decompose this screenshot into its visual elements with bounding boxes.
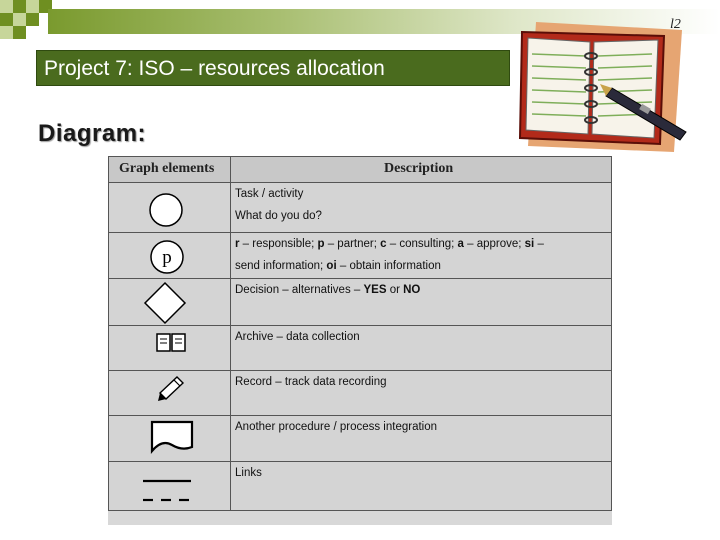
row-desc-line1: Decision – alternatives – YES or NO (235, 284, 421, 296)
document-icon (150, 419, 194, 455)
row-desc-line1: Another procedure / process integration (235, 421, 438, 433)
diamond-icon (143, 281, 187, 325)
slide-subtitle: Diagram: (38, 120, 147, 147)
table-row (108, 279, 612, 326)
circle-p-letter: p (162, 247, 172, 268)
pencil-icon (157, 375, 185, 401)
slide-title: Project 7: ISO – resources allocation (44, 57, 385, 80)
table-row (108, 416, 612, 462)
row-desc-line1: Links (235, 467, 262, 479)
table-row (108, 183, 612, 233)
table-row (108, 371, 612, 416)
row-desc-line2: What do you do? (235, 210, 322, 222)
table-header (108, 156, 612, 183)
table-bottom-strip (108, 511, 612, 525)
row-desc-line1: Task / activity (235, 188, 304, 200)
table-row (108, 462, 612, 511)
book-icon (155, 331, 187, 353)
row-desc-line1: Archive – data collection (235, 331, 360, 343)
notebook-pen-clipart (514, 6, 696, 154)
row-desc-line2: send information; oi – obtain information (235, 260, 441, 272)
circle-p-icon (149, 239, 185, 275)
circle-icon (148, 192, 184, 228)
row-desc-line1: Record – track data recording (235, 376, 387, 388)
clipart-label: l2 (670, 17, 681, 32)
table-row (108, 233, 612, 279)
links-icon (141, 476, 193, 506)
header-graph-elements: Graph elements (119, 161, 215, 176)
table-row (108, 326, 612, 371)
row-desc-line1: r – responsible; p – partner; c – consulting; a – approve; si – (235, 238, 544, 250)
legend-table (108, 156, 612, 525)
header-description: Description (384, 161, 454, 176)
